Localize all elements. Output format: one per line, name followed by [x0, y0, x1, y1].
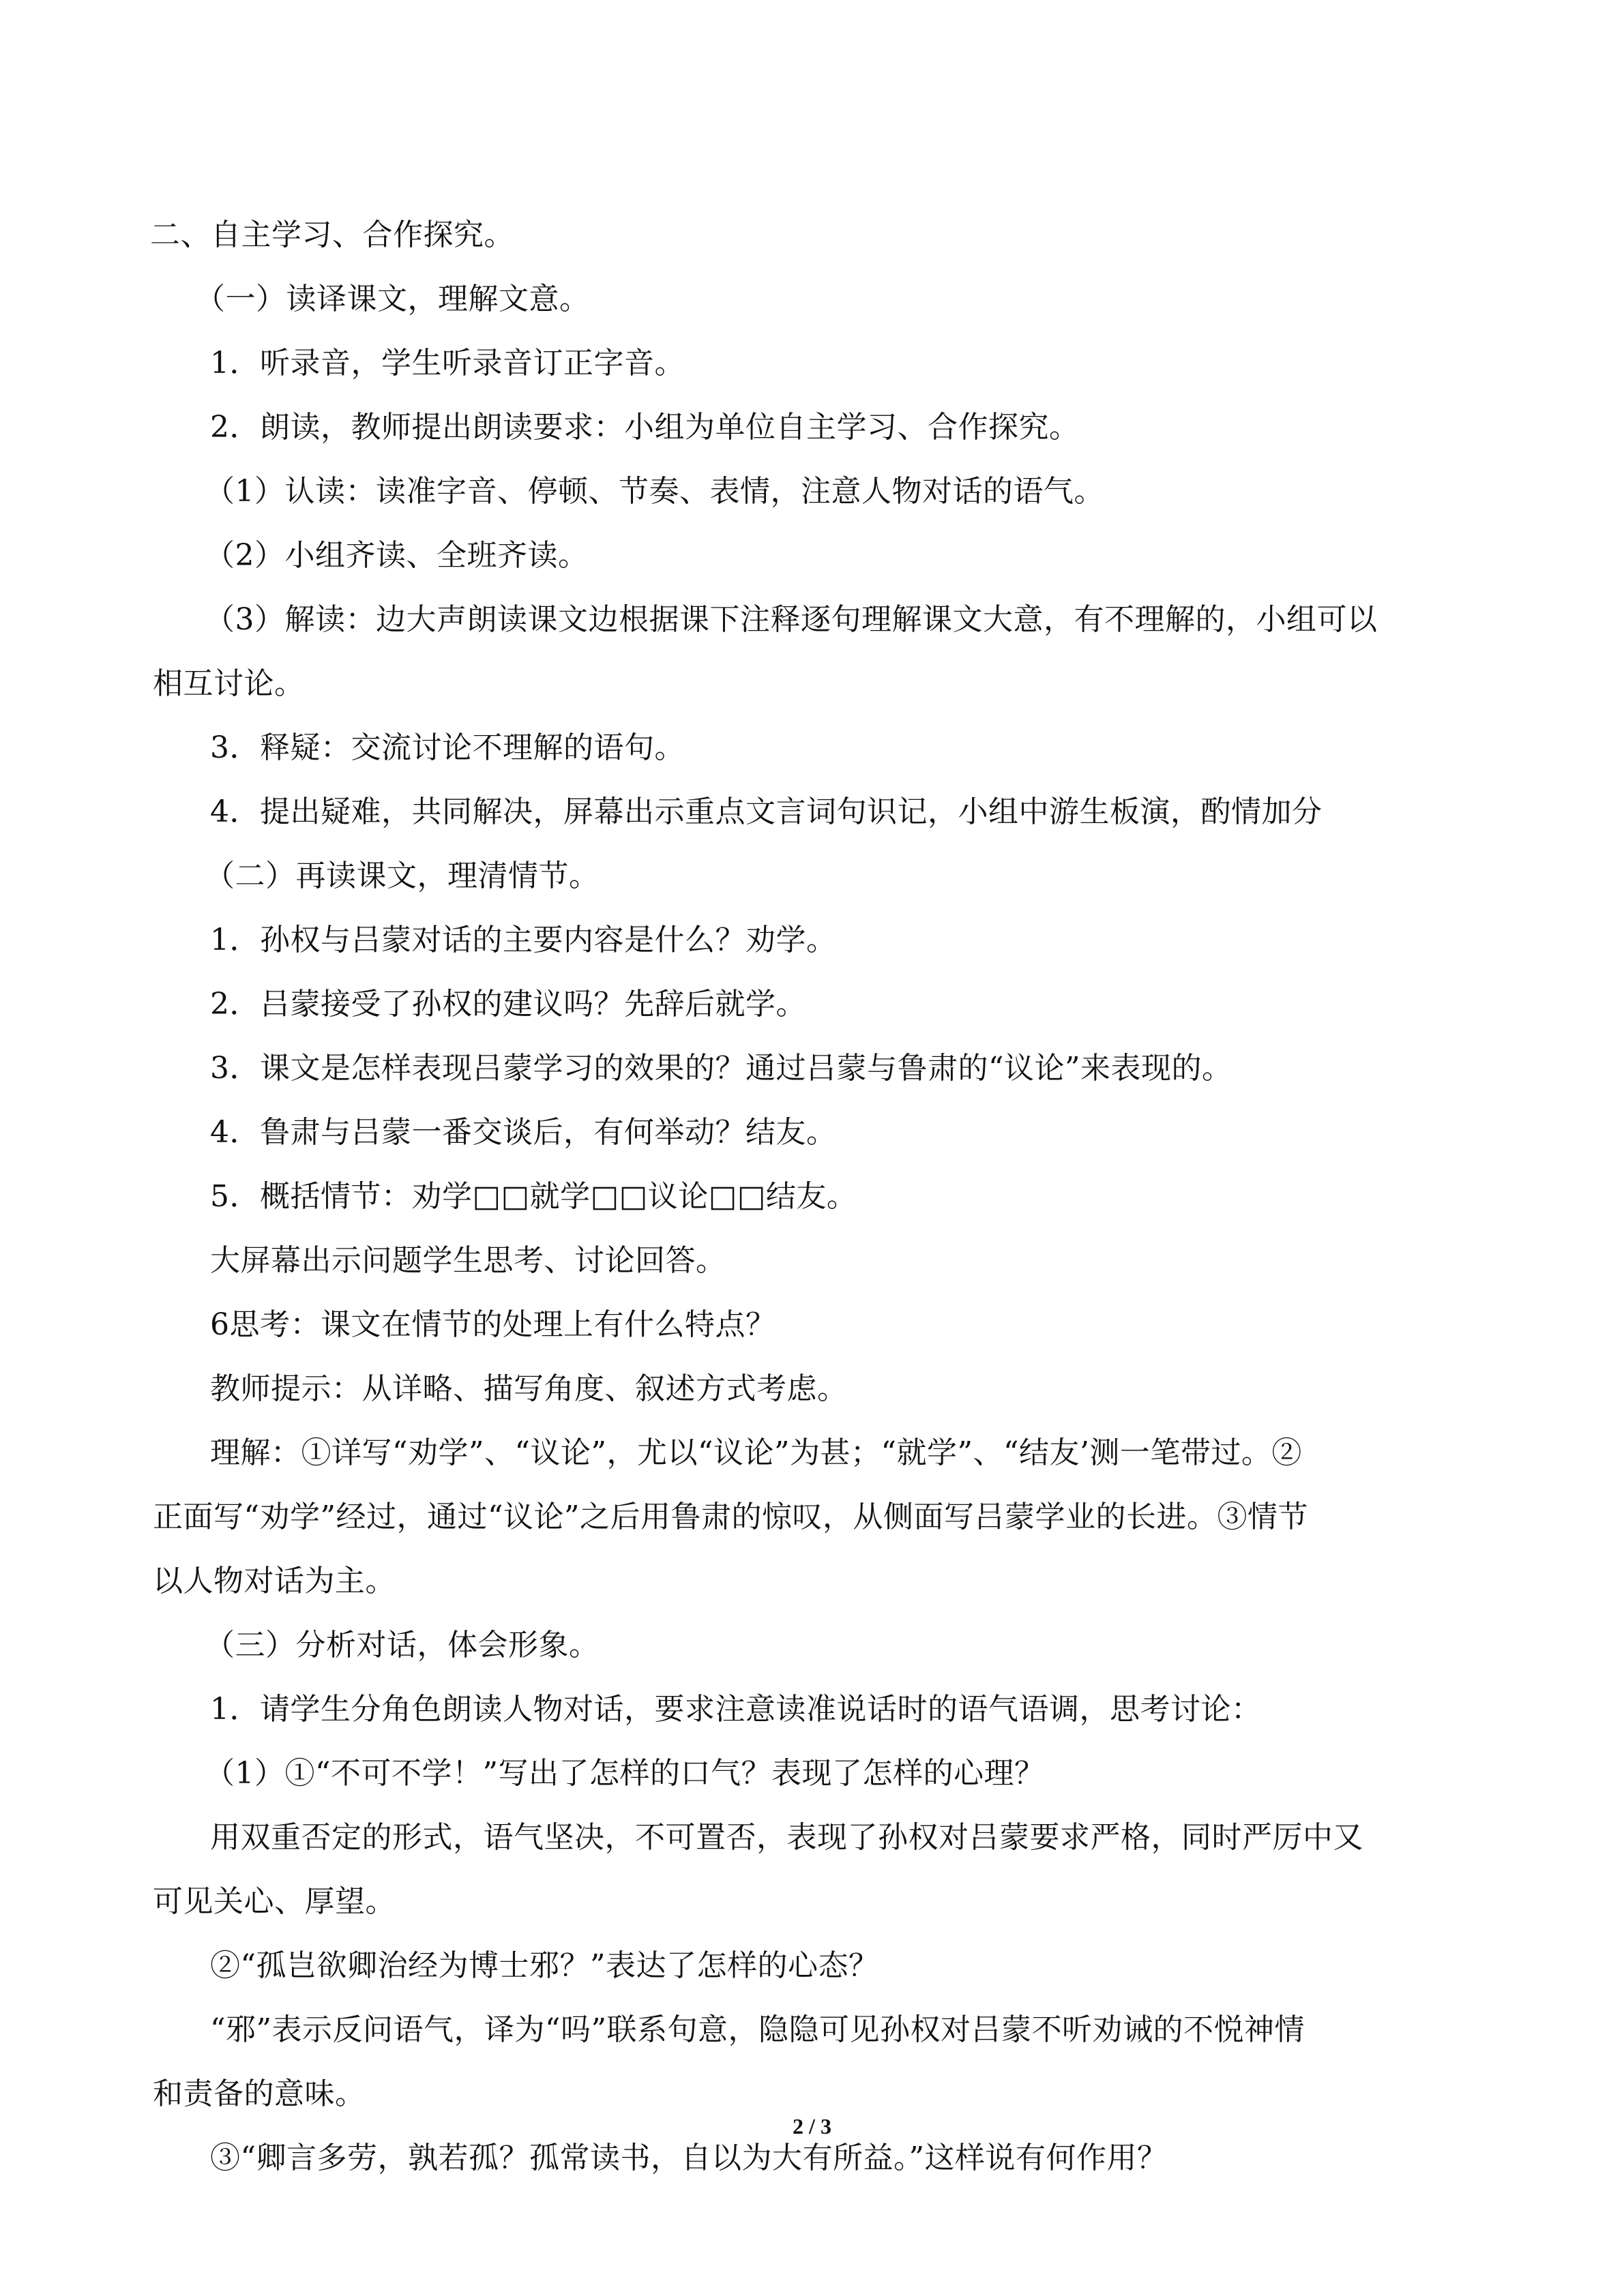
paragraph-line: 1．听录音，学生听录音订正字音。: [210, 346, 685, 381]
paragraph-line: ②“孤岂欲卿治经为博士邪？”表达了怎样的心态？: [210, 1948, 879, 1983]
subsection-heading: （三）分析对话，体会形象。: [205, 1628, 600, 1663]
paragraph-line: 教师提示：从详略、描写角度、叙述方式考虑。: [210, 1371, 848, 1406]
paragraph-line: 和责备的意味。: [153, 2076, 366, 2111]
paragraph-line: （2）小组齐读、全班齐读。: [205, 538, 589, 573]
paragraph-line: 3．释疑：交流讨论不理解的语句。: [210, 730, 685, 765]
paragraph-line: 6思考：课文在情节的处理上有什么特点？: [210, 1307, 776, 1342]
paragraph-line: 2．吕蒙接受了孙权的建议吗？先辞后就学。: [210, 987, 806, 1022]
paragraph-line: 正面写“劝学”经过，通过“议论”之后用鲁肃的惊叹，从侧面写吕蒙学业的长进。③情节: [153, 1500, 1308, 1534]
paragraph-line: 以人物对话为主。: [153, 1564, 396, 1598]
document-body: [150, 203, 1480, 2190]
paragraph-line: 4．鲁肃与吕蒙一番交谈后，有何举动？结友。: [210, 1115, 837, 1150]
paragraph-line: 可见关心、厚望。: [153, 1884, 396, 1919]
paragraph-line: 2．朗读，教师提出朗读要求：小组为单位自主学习、合作探究。: [210, 410, 1080, 445]
paragraph-line: 5．概括情节：劝学□□就学□□议论□□结友。: [210, 1179, 857, 1214]
section-heading: 二、自主学习、合作探究。: [150, 218, 514, 252]
paragraph-line: （1）认读：读准字音、停顿、节奏、表情，注意人物对话的语气。: [205, 474, 1104, 509]
paragraph-line: 用双重否定的形式，语气坚决，不可置否，表现了孙权对吕蒙要求严格，同时严厉中又: [210, 1820, 1363, 1855]
paragraph-line: 1．孙权与吕蒙对话的主要内容是什么？劝学。: [210, 923, 837, 957]
paragraph-line: “邪”表示反问语气，译为“吗”联系句意，隐隐可见孙权对吕蒙不听劝诫的不悦神情: [210, 2012, 1305, 2047]
paragraph-line: 1．请学生分角色朗读人物对话，要求注意读准说话时的语气语调，思考讨论：: [210, 1692, 1262, 1727]
subsection-heading: （一）读译课文，理解文意。: [195, 282, 590, 316]
paragraph-line: （1）①“不可不学！”写出了怎样的口气？表现了怎样的心理？: [205, 1756, 1045, 1791]
paragraph-line: 理解：①详写“劝学”、“议论”，尤以“议论”为甚；“就学”、“结友’测一笔带过。②: [210, 1435, 1302, 1470]
subsection-heading: （二）再读课文，理清情节。: [205, 859, 600, 893]
page-number: 2 / 3: [793, 2114, 831, 2138]
paragraph-line: 4．提出疑难，共同解决，屏幕出示重点文言词句识记，小组中游生板演，酌情加分: [210, 794, 1323, 829]
paragraph-line: ③“卿言多劳，孰若孤？孤常读书，自以为大有所益。”这样说有何作用？: [210, 2141, 1168, 2175]
paragraph-line: 大屏幕出示问题学生思考、讨论回答。: [210, 1243, 726, 1278]
paragraph-line: （3）解读：边大声朗读课文边根据课下注释逐句理解课文大意，有不理解的，小组可以: [205, 602, 1378, 637]
paragraph-line: 相互讨论。: [153, 666, 305, 701]
paragraph-line: 3．课文是怎样表现吕蒙学习的效果的？通过吕蒙与鲁肃的“议论”来表现的。: [210, 1051, 1232, 1086]
